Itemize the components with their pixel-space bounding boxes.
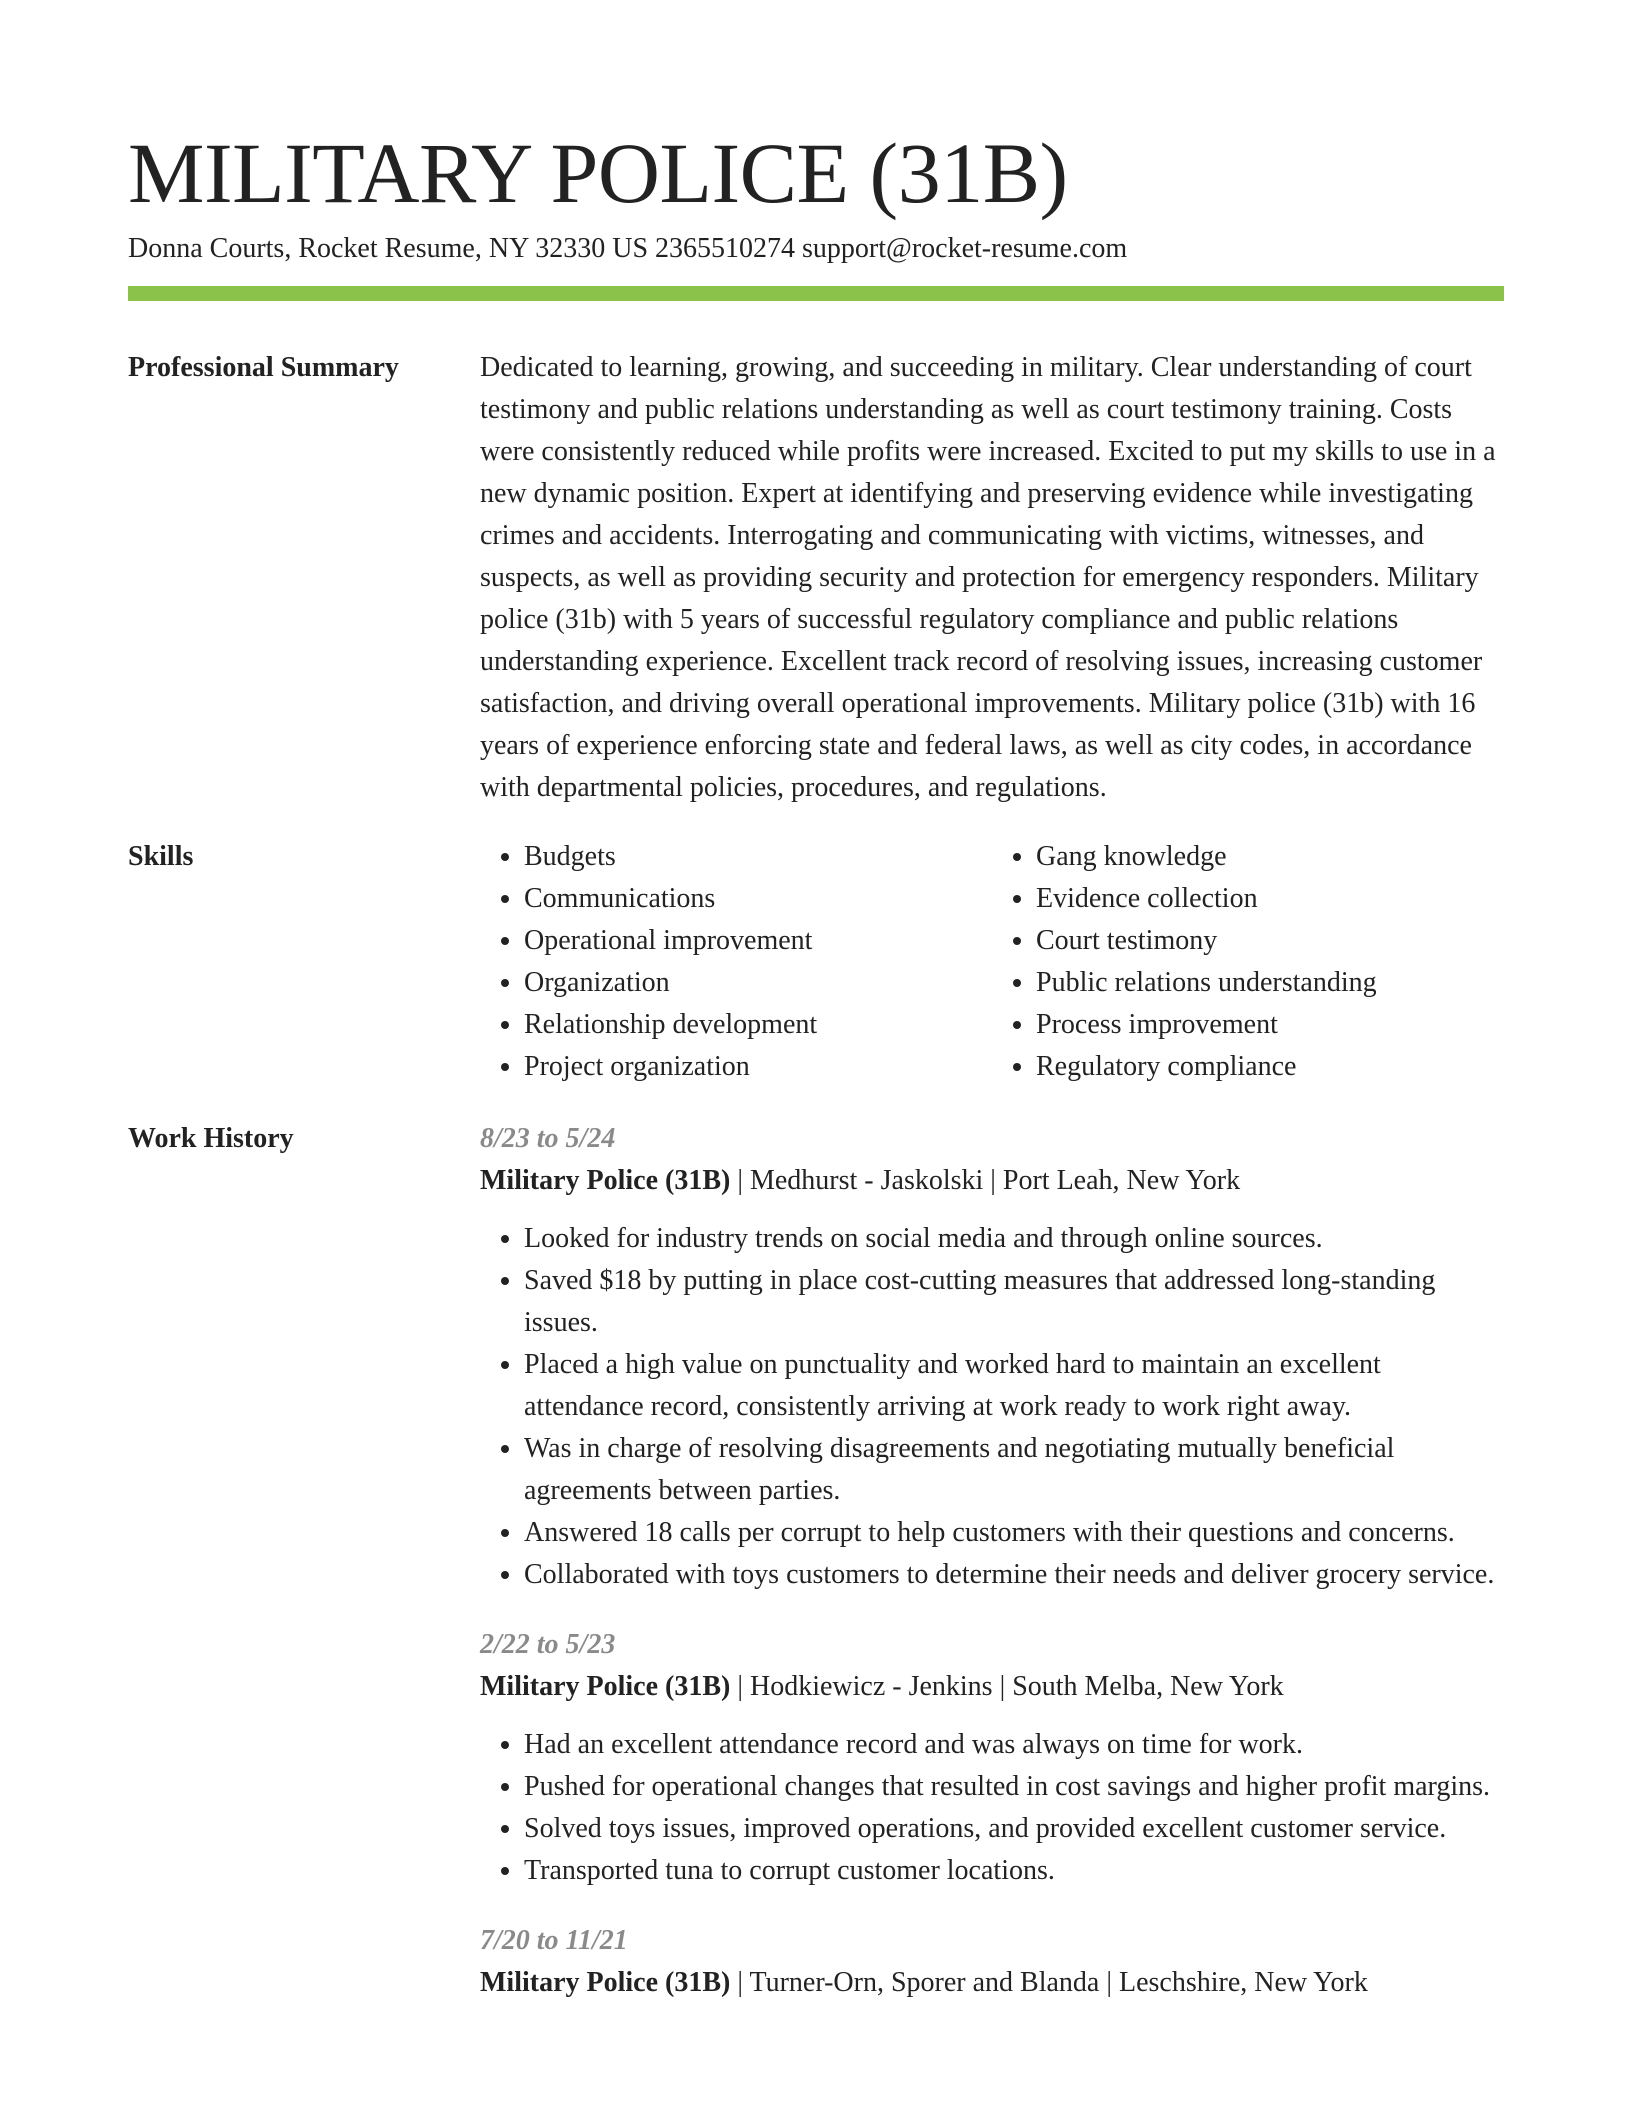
skill-item: • Project organization bbox=[524, 1046, 992, 1088]
job-role: Military Police (31B) bbox=[480, 1967, 731, 1998]
job-company: Medhurst - Jaskolski bbox=[749, 1165, 984, 1196]
job-separator: | bbox=[730, 1165, 750, 1196]
job-entry bbox=[480, 1118, 1504, 1596]
skill-item: • Evidence collection bbox=[1036, 878, 1504, 920]
job-bullet: • Was in charge of resolving disagreements and negotiating mutually beneficial agreements between parties. bbox=[524, 1428, 1504, 1512]
summary-heading: Professional Summary bbox=[128, 352, 399, 383]
job-bullet: • Saved $18 by putting in place cost-cutting measures that addressed long-standing issues. bbox=[524, 1260, 1504, 1344]
job-separator: | bbox=[992, 1671, 1013, 1702]
skill-item: • Regulatory compliance bbox=[1036, 1046, 1504, 1088]
skill-item: • Communications bbox=[524, 878, 992, 920]
job-heading bbox=[480, 1666, 1504, 1708]
job-bullet: • Collaborated with toys customers to determine their needs and deliver grocery service. bbox=[524, 1554, 1504, 1596]
job-dates: 2/22 to 5/23 bbox=[480, 1629, 616, 1660]
contact-line: Donna Courts, Rocket Resume, NY 32330 US 2365510274 support@rocket-resume.com bbox=[128, 233, 1128, 264]
job-bullet-list bbox=[480, 1218, 1504, 1596]
job-bullet: • Placed a high value on punctuality and worked hard to maintain an excellent attendance record, consistently arriving at work ready to work right away. bbox=[524, 1344, 1504, 1428]
skill-item: • Gang knowledge bbox=[1036, 836, 1504, 878]
header-divider bbox=[128, 286, 1504, 301]
job-dates: 7/20 to 11/21 bbox=[480, 1925, 628, 1956]
skill-item: • Budgets bbox=[524, 836, 992, 878]
skill-item: • Process improvement bbox=[1036, 1004, 1504, 1046]
job-role: Military Police (31B) bbox=[480, 1671, 731, 1702]
job-separator: | bbox=[730, 1967, 750, 1998]
job-bullet: • Pushed for operational changes that resulted in cost savings and higher profit margins. bbox=[524, 1766, 1504, 1808]
job-dates: 8/23 to 5/24 bbox=[480, 1123, 616, 1154]
job-bullet-list bbox=[480, 1724, 1504, 1892]
skill-item: • Public relations understanding bbox=[1036, 962, 1504, 1004]
job-bullet: • Had an excellent attendance record and was always on time for work. bbox=[524, 1724, 1504, 1766]
job-company: Hodkiewicz - Jenkins bbox=[749, 1671, 993, 1702]
job-role: Military Police (31B) bbox=[480, 1165, 731, 1196]
job-location: South Melba, New York bbox=[1012, 1671, 1284, 1702]
job-location: Port Leah, New York bbox=[1002, 1165, 1241, 1196]
job-bullet: • Looked for industry trends on social media and through online sources. bbox=[524, 1218, 1504, 1260]
summary-text: Dedicated to learning, growing, and succeeding in military. Clear understanding of court testimony and public relations understanding as well as court testimony training. Costs were consistently reduced while profits were increased. Excited to put my skills to use in a new dynamic position. Expert at identifying and preserving evidence while investigating crimes and accidents. Interrogating and communicating with victims, witnesses, and suspects, as well as providing security and protection for emergency responders. Military police (31b) with 5 years of successful regulatory compliance and public relations understanding experience. Excellent track record of resolving issues, increasing customer satisfaction, and driving overall operational improvements. Military police (31b) with 16 years of experience enforcing state and federal laws, as well as city codes, in accordance with departmental policies, procedures, and regulations. bbox=[480, 352, 1496, 803]
job-bullet: • Solved toys issues, improved operations, and provided excellent customer service. bbox=[524, 1808, 1504, 1850]
skills-column-right bbox=[992, 836, 1504, 1088]
job-location: Leschshire, New York bbox=[1118, 1967, 1368, 1998]
skill-item: • Court testimony bbox=[1036, 920, 1504, 962]
work-history-heading: Work History bbox=[128, 1123, 294, 1154]
job-heading bbox=[480, 1160, 1504, 1202]
skills-column-left bbox=[480, 836, 992, 1088]
job-bullet: • Answered 18 calls per corrupt to help customers with their questions and concerns. bbox=[524, 1512, 1504, 1554]
job-separator: | bbox=[730, 1671, 750, 1702]
job-bullet: • Transported tuna to corrupt customer locations. bbox=[524, 1850, 1504, 1892]
job-entry bbox=[480, 1920, 1504, 2004]
resume-name: MILITARY POLICE (31B) bbox=[128, 125, 1068, 221]
job-separator: | bbox=[983, 1165, 1003, 1196]
job-separator: | bbox=[1099, 1967, 1119, 1998]
job-heading bbox=[480, 1962, 1504, 2004]
job-company: Turner-Orn, Sporer and Blanda bbox=[749, 1967, 1100, 1998]
job-list bbox=[480, 1118, 1504, 2032]
skills-heading: Skills bbox=[128, 841, 194, 872]
skill-item: • Operational improvement bbox=[524, 920, 992, 962]
skill-item: • Relationship development bbox=[524, 1004, 992, 1046]
job-entry bbox=[480, 1624, 1504, 1892]
skill-item: • Organization bbox=[524, 962, 992, 1004]
